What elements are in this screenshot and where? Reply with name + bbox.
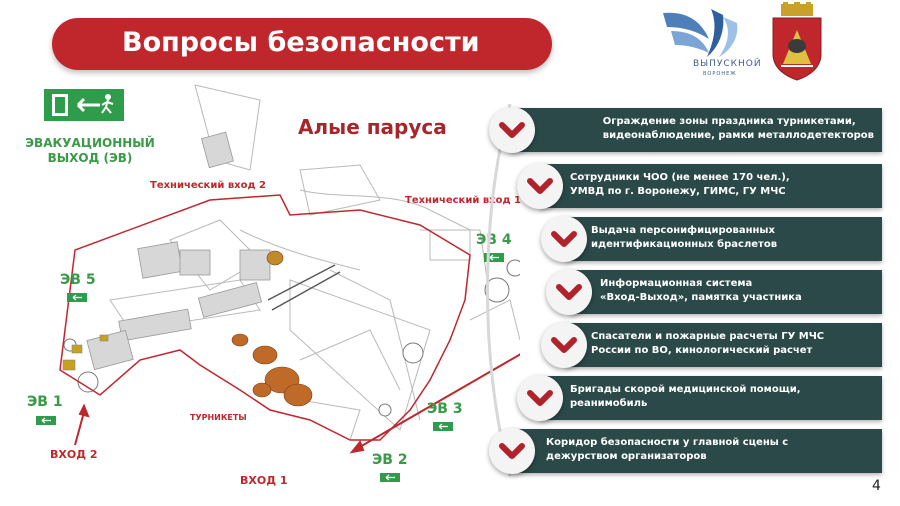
measure-1-line1: Ограждение зоны праздника турникетами, [602,116,856,127]
measure-7-line1: Коридор безопасности у главной сцены с [546,437,789,448]
measure-item-3 [565,217,882,261]
chevron-down-icon [546,269,592,315]
measure-item-5 [565,323,882,367]
entrance-1-label: ВХОД 1 [240,474,288,487]
logo-text: ВЫПУСКНОЙ [693,59,762,69]
exit-ev2-label: ЭВ 2 [372,452,408,468]
measure-item-2 [540,164,882,208]
exit-ev1-sign [36,416,56,425]
measure-5-line2: России по ВО, кинологический расчет [591,345,813,356]
measure-item-1 [510,108,882,152]
measure-1-line2: видеонаблюдение, рамки металлодетекторов [602,130,874,141]
measures-arc [480,100,520,480]
measure-7-bullet [489,428,535,474]
tech-entrance-2-label: Технический вход 2 [150,180,266,191]
exit-ev5-label: ЭВ 5 [60,272,96,288]
mini-exit-icon [67,293,87,302]
exit-ev3-label: ЭВ 3 [427,401,463,417]
evacuation-exit-icon [44,89,124,121]
measure-item-4 [570,270,882,314]
measure-6-bullet [517,375,563,421]
exit-ev3-sign [433,422,453,431]
measure-3-line1: Выдача персонифицированных [591,225,775,236]
measure-6-line1: Бригады скорой медицинской помощи, [570,384,801,395]
measure-item-7 [510,429,882,473]
exit-ev5-sign [67,293,87,302]
city-crest [769,2,825,82]
exit-sign [44,89,124,121]
measure-4-bullet [546,269,592,315]
measure-4-line1: Информационная система [600,278,753,289]
exit-ev1-label: ЭВ 1 [27,394,63,410]
tech-entrance-1-label: Технический вход 1 [405,195,521,206]
page-title: Вопросы безопасности [122,27,480,58]
measure-5-bullet [541,322,587,368]
page-number: 4 [872,478,881,494]
mini-exit-icon [433,422,453,431]
measure-2-bullet [517,163,563,209]
mini-exit-icon [380,473,400,482]
chevron-down-icon [489,107,535,153]
measure-2-line1: Сотрудники ЧОО (не менее 170 чел.), [570,172,790,183]
vypusknoy-logo [657,5,762,83]
measure-item-6 [540,376,882,420]
voronezh-crest-icon [769,2,825,82]
venue-title: Алые паруса [298,115,447,139]
measure-5-line1: Спасатели и пожарные расчеты ГУ МЧС [591,331,825,342]
mini-exit-icon [36,416,56,425]
measure-4-line2: «Вход-Выход», памятка участника [600,292,802,303]
measure-6-line2: реанимобиль [570,398,648,409]
measure-3-bullet [541,216,587,262]
title-banner [52,18,552,70]
logo-subtext: ВОРОНЕЖ [703,71,737,77]
chevron-down-icon [517,375,563,421]
measure-3-line2: идентификационных браслетов [591,239,778,250]
measure-2-line2: УМВД по г. Воронежу, ГИМС, ГУ МЧС [570,186,786,197]
chevron-down-icon [517,163,563,209]
chevron-down-icon [541,216,587,262]
exit-ev2-sign [380,473,400,482]
measure-1-bullet [489,107,535,153]
entrance-2-label: ВХОД 2 [50,448,98,461]
sail-logo-icon [657,5,757,65]
chevron-down-icon [541,322,587,368]
measure-7-line2: дежурством организаторов [546,451,707,462]
exit-ev4-label: ЭВ 4 [476,232,512,248]
exit-legend-label: ЭВАКУАЦИОННЫЙ ВЫХОД (ЭВ) [25,136,155,165]
turnstiles-label: ТУРНИКЕТЫ [190,413,247,422]
chevron-down-icon [489,428,535,474]
